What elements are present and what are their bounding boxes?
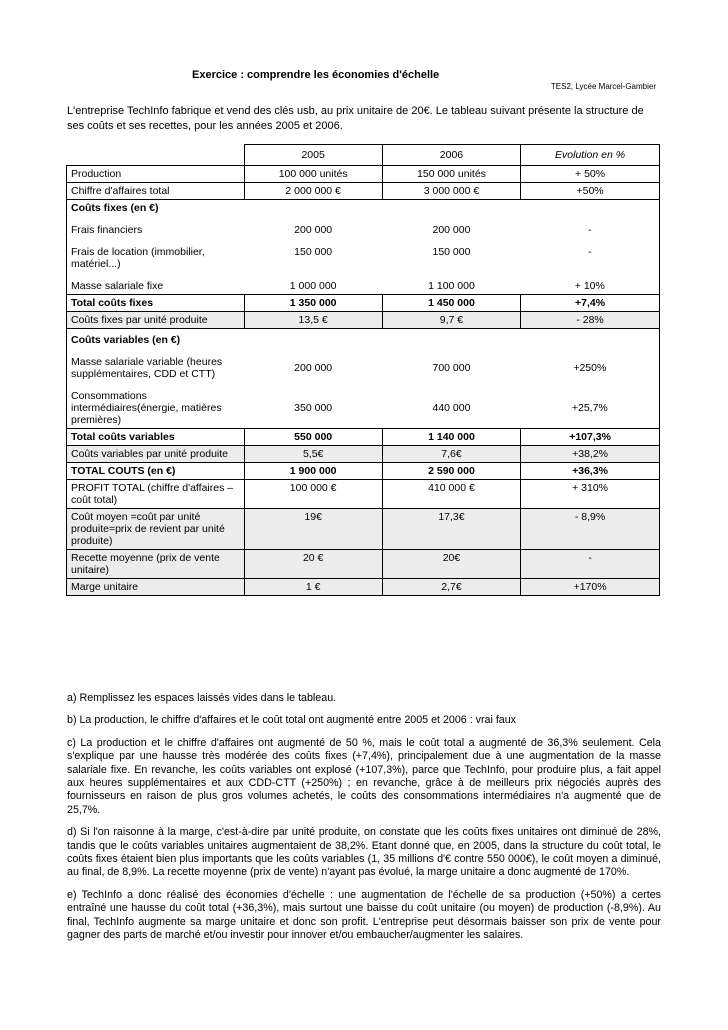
row-total-couts-variables: Total coûts variables 550 000 1 140 000 +107,3% — [67, 429, 660, 446]
row-frais-financiers: Frais financiers 200 000 200 000 - — [67, 216, 660, 238]
row-masse-salariale-fixe: Masse salariale fixe 1 000 000 1 100 000 + 10% — [67, 272, 660, 295]
col-header-2005: 2005 — [244, 145, 382, 166]
answer-e: e) TechInfo a donc réalisé des économies d'échelle : une augmentation de l'échelle de sa production (+50%) a certes entraîné une hausse du coût total (+36,3%), mais surtout une baisse du coût unitaire (ou moyen) de production (-8,9%). Au final, TechInfo augmente sa marge unitaire et donc son profit. L'entreprise peut désormais baisser son prix de vente pour gagner des parts de marché et/ou investir pour innover et/ou embaucher/augmenter les salaires. — [67, 888, 661, 942]
row-couts-fixes-heading: Coûts fixes (en €) — [67, 200, 660, 217]
answer-a: a) Remplissez les espaces laissés vides dans le tableau. — [67, 692, 337, 704]
row-recette-moyenne: Recette moyenne (prix de vente unitaire) 20 € 20€ - — [67, 550, 660, 579]
answer-b: b) La production, le chiffre d'affaires et le coût total ont augmenté entre 2005 et 2006 : vrai faux — [67, 714, 517, 727]
row-consommations: Consommations intermédiaires(énergie, matières premières) 350 000 440 000 +25,7% — [67, 382, 660, 429]
row-profit-total: PROFIT TOTAL (chiffre d'affaires – coût total) 100 000 € 410 000 € + 310% — [67, 480, 660, 509]
intro-paragraph: L'entreprise TechInfo fabrique et vend des clés usb, au prix unitaire de 20€. Le tableau suivant présente la structure de ses coûts et ses recettes, pour les années 2005 et 2006. — [67, 105, 644, 132]
page-title: Exercice : comprendre les économies d'échelle — [192, 69, 440, 81]
row-couts-variables-heading: Coûts variables (en €) — [67, 329, 660, 349]
col-header-2006: 2006 — [382, 145, 520, 166]
row-frais-location: Frais de location (immobilier, matériel...) 150 000 150 000 - — [67, 238, 660, 272]
row-couts-fixes-unite: Coûts fixes par unité produite 13,5 € 9,7 € - 28% — [67, 312, 660, 329]
table-header-row — [67, 145, 660, 166]
answers-section — [67, 692, 661, 952]
row-total-couts-fixes: Total coûts fixes 1 350 000 1 450 000 +7,4% — [67, 295, 660, 312]
row-couts-variables-unite: Coûts variables par unité produite 5,5€ 7,6€ +38,2% — [67, 446, 660, 463]
answer-d: d) Si l'on raisonne à la marge, c'est-à-dire par unité produite, on constate que les coûts fixes unitaires ont diminué de 28%, tandis que le coûts variables unitaires augmentaient de 38,2%. Etant donné que, en 2005, dans la structure du coût total, le coûts fixes étaient bien plus importants que les coûts variables (1, 35 millions d'€ contre 550 000€), le coût moyen a diminué, au final, de 8,9%. La recette moyenne (prix de vente) n'ayant pas évolué, la marge unitaire a donc augmenté de 170%. — [67, 826, 661, 879]
class-label: TES2, Lycée Marcel-Gambier — [550, 82, 656, 91]
answer-c: c) La production et le chiffre d'affaires ont augmenté de 50 %, mais le coût total a augmenté de 36,3% seulement. Cela s'explique par une hausse très modérée des coûts fixes (+7,4%), principalement due à une augmentation de la masse salariale fixe. En revanche, les coûts variables ont explosé (+107,3%), parce que TechInfo, pour produire plus, a fait appel aux heures supplémentaires et aux CDD-CTT (+250%) ; en revanche, grâce à de meilleurs prix négociés auprès des fournisseurs en raison de plus gros volumes achetés, le coûts des consommations intermédiaires n'a augmenté que de 25,7%. — [67, 736, 661, 816]
col-header-evolution: Evolution en % — [521, 145, 660, 166]
row-marge-unitaire: Marge unitaire 1 € 2,7€ +170% — [67, 579, 660, 596]
row-chiffre-affaires: Chiffre d'affaires total 2 000 000 € 3 000 000 € +50% — [67, 183, 660, 200]
cost-table — [66, 144, 660, 596]
row-production: Production 100 000 unités 150 000 unités + 50% — [67, 166, 660, 183]
row-masse-salariale-variable: Masse salariale variable (heures supplémentaires, CDD et CTT) 200 000 700 000 +250% — [67, 348, 660, 382]
row-cout-moyen: Coût moyen =coût par unité produite=prix de revient par unité produite) 19€ 17,3€ - 8,9% — [67, 509, 660, 550]
row-total-couts: TOTAL COUTS (en €) 1 900 000 2 590 000 +36,3% — [67, 463, 660, 480]
